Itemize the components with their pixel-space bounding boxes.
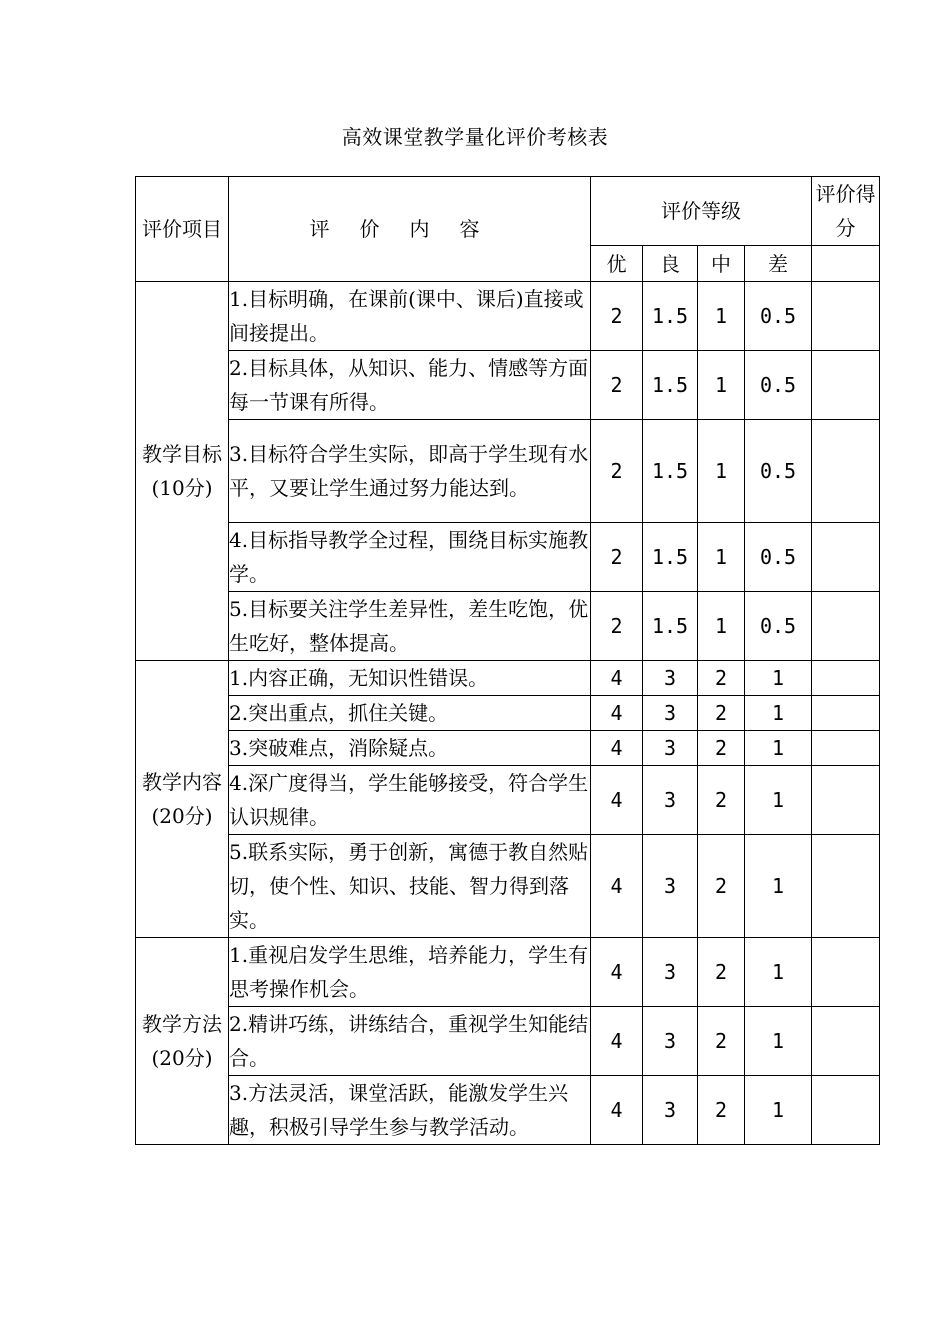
score-excellent: 4 — [591, 731, 643, 766]
table-row — [136, 420, 880, 523]
header-content: 评价内容 — [229, 177, 591, 282]
score-input-cell[interactable] — [812, 696, 880, 731]
score-poor: 1 — [745, 731, 812, 766]
section-label-methods: 教学方法(20分) — [136, 938, 229, 1145]
table-row — [136, 938, 880, 1007]
table-row — [136, 1076, 880, 1145]
score-poor: 0.5 — [745, 523, 812, 592]
score-excellent: 4 — [591, 766, 643, 835]
score-good: 3 — [643, 1007, 698, 1076]
header-score: 评价得分 — [812, 177, 880, 246]
criterion-text: 1.重视启发学生思维，培养能力，学生有思考操作机会。 — [229, 938, 591, 1007]
score-input-cell[interactable] — [812, 938, 880, 1007]
table-row — [136, 696, 880, 731]
score-fair: 1 — [698, 592, 745, 661]
score-input-cell[interactable] — [812, 592, 880, 661]
score-input-cell[interactable] — [812, 835, 880, 938]
score-fair: 1 — [698, 351, 745, 420]
score-input-cell[interactable] — [812, 351, 880, 420]
criterion-text: 1.内容正确，无知识性错误。 — [229, 661, 591, 696]
score-excellent: 2 — [591, 282, 643, 351]
criterion-text: 5.联系实际，勇于创新，寓德于教自然贴切，使个性、知识、技能、智力得到落实。 — [229, 835, 591, 938]
score-fair: 2 — [698, 696, 745, 731]
table-row — [136, 523, 880, 592]
criterion-text: 3.目标符合学生实际，即高于学生现有水平，又要让学生通过努力能达到。 — [229, 420, 591, 523]
score-excellent: 4 — [591, 696, 643, 731]
header-grade-poor: 差 — [745, 246, 812, 282]
score-excellent: 2 — [591, 351, 643, 420]
table-row — [136, 1007, 880, 1076]
page-title: 高效课堂教学量化评价考核表 — [341, 125, 609, 149]
score-good: 3 — [643, 835, 698, 938]
score-poor: 1 — [745, 938, 812, 1007]
score-excellent: 4 — [591, 661, 643, 696]
score-input-cell[interactable] — [812, 766, 880, 835]
score-good: 3 — [643, 661, 698, 696]
score-fair: 2 — [698, 1007, 745, 1076]
score-fair: 2 — [698, 661, 745, 696]
score-poor: 0.5 — [745, 282, 812, 351]
section-label-goals: 教学目标(10分) — [136, 282, 229, 661]
criterion-text: 1.目标明确，在课前(课中、课后)直接或间接提出。 — [229, 282, 591, 351]
score-poor: 0.5 — [745, 592, 812, 661]
score-input-cell[interactable] — [812, 1007, 880, 1076]
score-poor: 1 — [745, 766, 812, 835]
score-poor: 1 — [745, 696, 812, 731]
header-grade-fair: 中 — [698, 246, 745, 282]
table-row — [136, 592, 880, 661]
criterion-text: 4.目标指导教学全过程，围绕目标实施教学。 — [229, 523, 591, 592]
score-excellent: 4 — [591, 1007, 643, 1076]
criterion-text: 2.精讲巧练，讲练结合，重视学生知能结合。 — [229, 1007, 591, 1076]
table-row — [136, 835, 880, 938]
score-poor: 1 — [745, 661, 812, 696]
header-row-1 — [136, 177, 880, 246]
score-excellent: 4 — [591, 1076, 643, 1145]
score-excellent: 2 — [591, 523, 643, 592]
header-grade-group: 评价等级 — [591, 177, 812, 246]
score-input-cell[interactable] — [812, 661, 880, 696]
score-input-cell[interactable] — [812, 523, 880, 592]
score-fair: 2 — [698, 835, 745, 938]
criterion-text: 2.目标具体，从知识、能力、情感等方面每一节课有所得。 — [229, 351, 591, 420]
score-good: 3 — [643, 938, 698, 1007]
score-poor: 0.5 — [745, 351, 812, 420]
score-fair: 2 — [698, 766, 745, 835]
score-input-cell[interactable] — [812, 731, 880, 766]
score-good: 1.5 — [643, 351, 698, 420]
criterion-text: 3.方法灵活，课堂活跃，能激发学生兴趣，积极引导学生参与教学活动。 — [229, 1076, 591, 1145]
score-good: 3 — [643, 766, 698, 835]
score-good: 1.5 — [643, 523, 698, 592]
header-grade-excellent: 优 — [591, 246, 643, 282]
score-excellent: 2 — [591, 420, 643, 523]
score-good: 3 — [643, 696, 698, 731]
score-poor: 1 — [745, 1007, 812, 1076]
score-input-cell[interactable] — [812, 420, 880, 523]
criterion-text: 4.深广度得当，学生能够接受，符合学生认识规律。 — [229, 766, 591, 835]
score-fair: 1 — [698, 282, 745, 351]
criterion-text: 2.突出重点，抓住关键。 — [229, 696, 591, 731]
score-fair: 1 — [698, 523, 745, 592]
table-row — [136, 351, 880, 420]
score-good: 1.5 — [643, 420, 698, 523]
table-row — [136, 661, 880, 696]
score-good: 1.5 — [643, 592, 698, 661]
criterion-text: 5.目标要关注学生差异性，差生吃饱，优生吃好，整体提高。 — [229, 592, 591, 661]
header-score-blank — [812, 246, 880, 282]
criterion-text: 3.突破难点，消除疑点。 — [229, 731, 591, 766]
score-fair: 1 — [698, 420, 745, 523]
score-poor: 1 — [745, 835, 812, 938]
header-item: 评价项目 — [136, 177, 229, 282]
table-row — [136, 282, 880, 351]
section-label-content: 教学内容(20分) — [136, 661, 229, 938]
score-fair: 2 — [698, 1076, 745, 1145]
score-excellent: 2 — [591, 592, 643, 661]
score-fair: 2 — [698, 938, 745, 1007]
score-good: 3 — [643, 731, 698, 766]
evaluation-table — [135, 176, 880, 1145]
score-fair: 2 — [698, 731, 745, 766]
header-grade-good: 良 — [643, 246, 698, 282]
score-excellent: 4 — [591, 835, 643, 938]
score-poor: 0.5 — [745, 420, 812, 523]
score-input-cell[interactable] — [812, 1076, 880, 1145]
score-input-cell[interactable] — [812, 282, 880, 351]
score-excellent: 4 — [591, 938, 643, 1007]
table-row — [136, 766, 880, 835]
score-good: 1.5 — [643, 282, 698, 351]
table-row — [136, 731, 880, 766]
score-good: 3 — [643, 1076, 698, 1145]
score-poor: 1 — [745, 1076, 812, 1145]
